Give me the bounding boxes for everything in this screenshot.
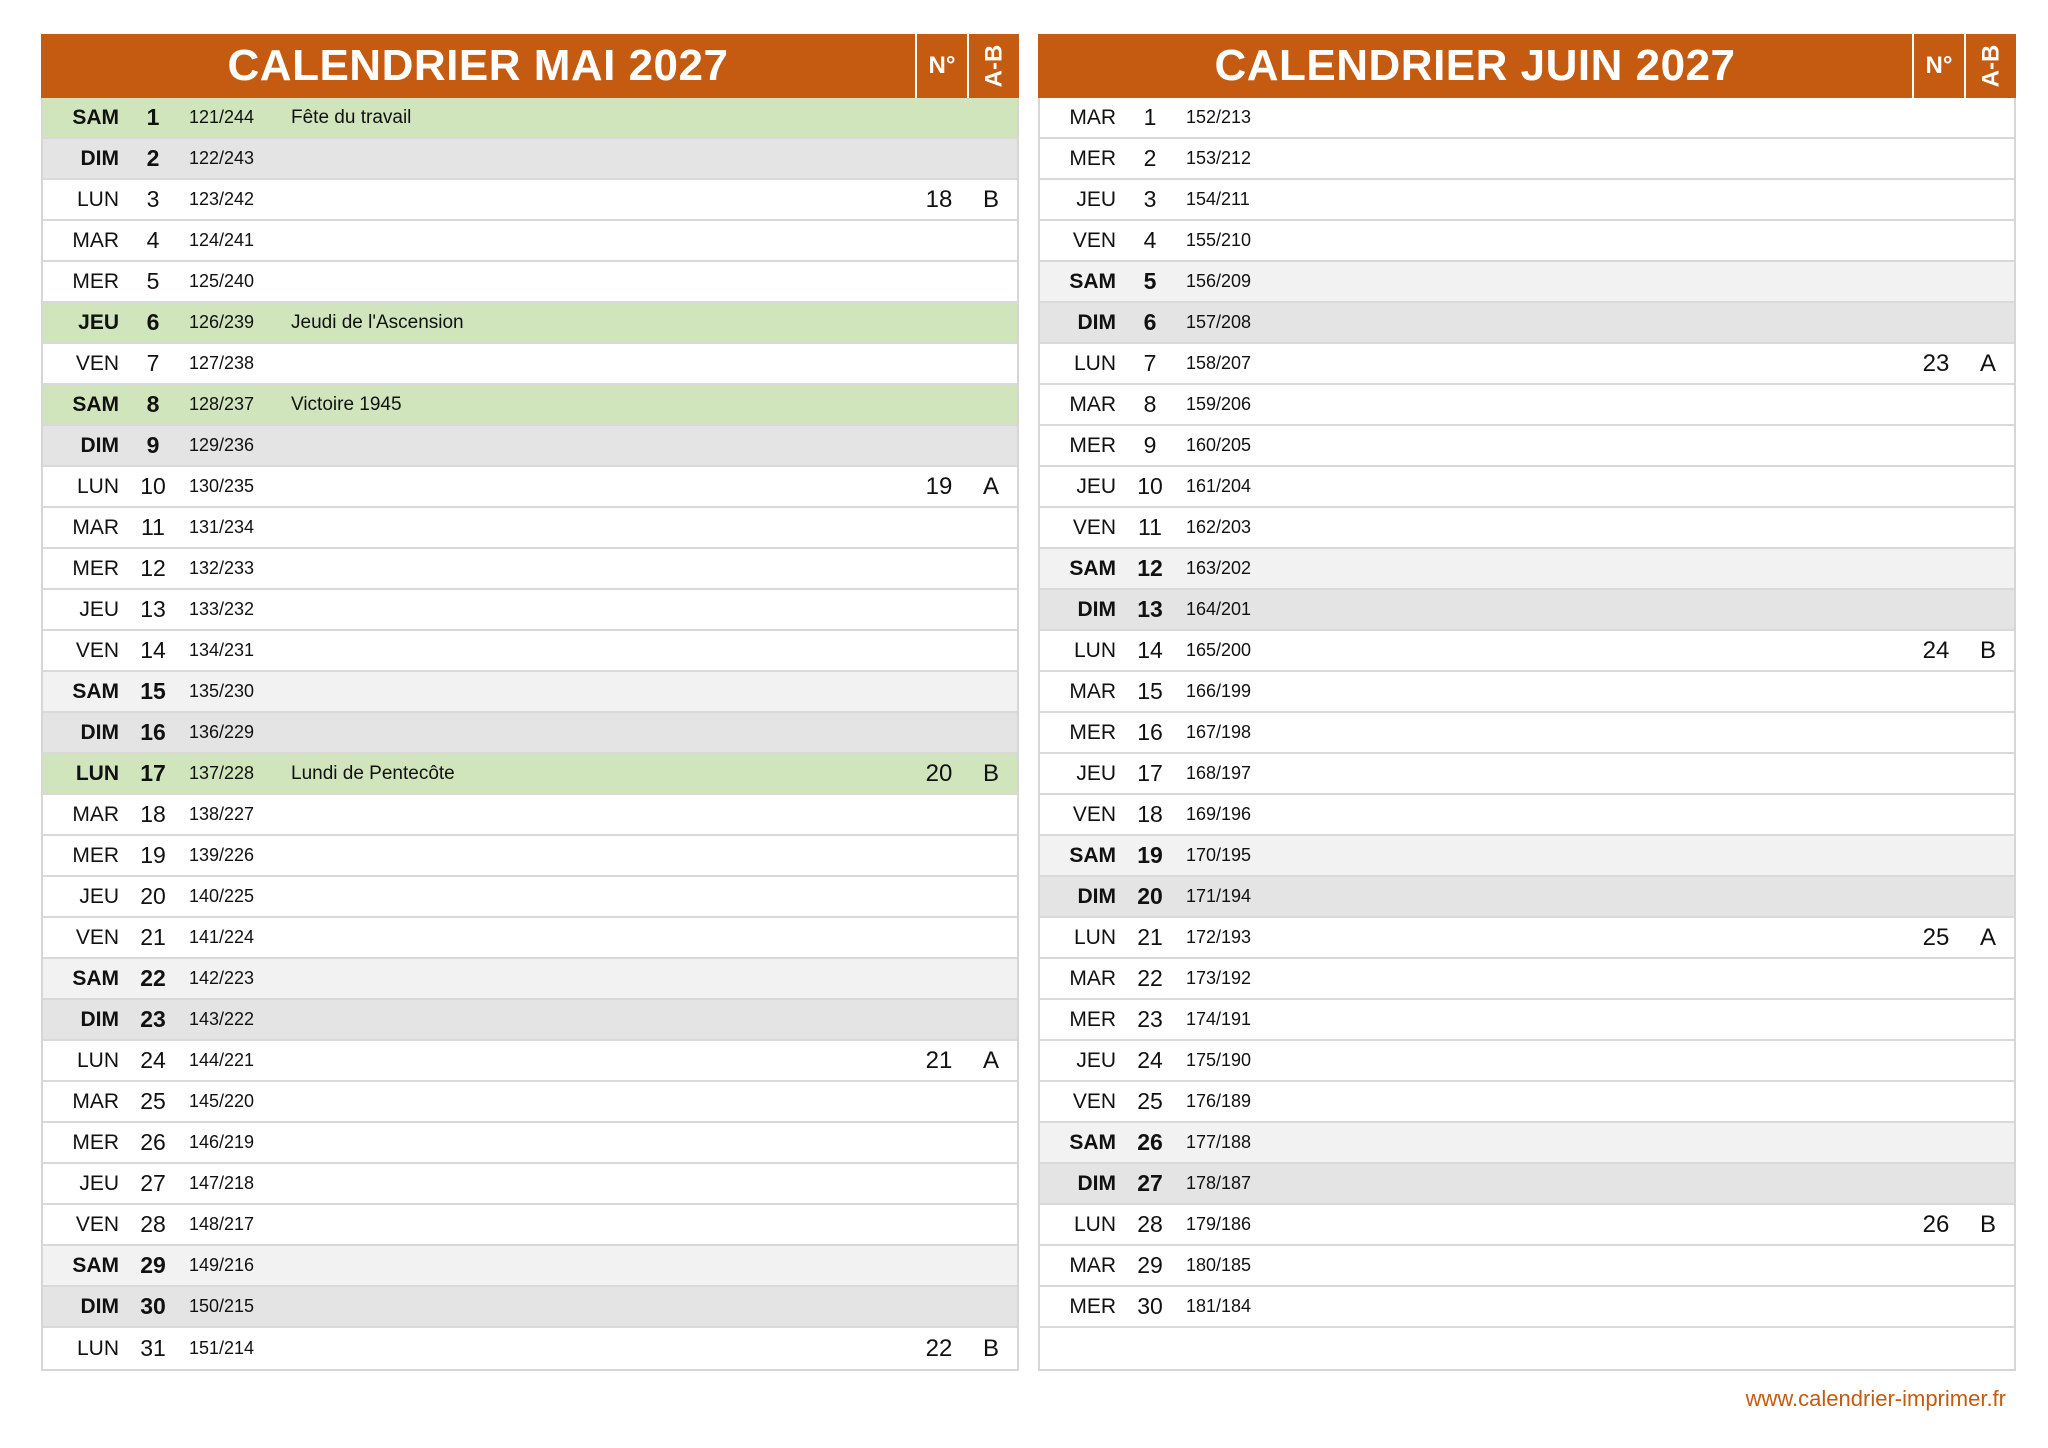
week-ab-header [967,34,1019,98]
day-number: 10 [1137,473,1163,499]
day-name: MER [72,269,119,293]
day-event: Fête du travail [291,106,412,128]
day-number: 28 [1137,1211,1163,1237]
day-count: 152/213 [1186,107,1252,127]
day-row [43,1000,1017,1041]
day-name: LUN [1073,1212,1116,1236]
day-row [1040,1041,2014,1082]
day-row [43,1082,1017,1123]
day-name: MER [1069,720,1116,744]
day-name: DIM [1077,310,1116,334]
day-name: SAM [72,392,119,416]
day-name: SAM [1069,843,1116,867]
day-row [43,1205,1017,1246]
day-number: 13 [140,596,166,622]
day-count: 149/216 [189,1255,255,1275]
day-count: 172/193 [1186,927,1252,947]
day-count: 171/194 [1186,886,1252,906]
calendar-header [1038,34,2016,98]
week-ab-header [1964,34,2016,98]
day-number: 8 [146,391,160,417]
day-row [1040,1082,2014,1123]
day-count: 147/218 [189,1173,255,1193]
day-row [43,262,1017,303]
day-name: LUN [75,761,119,785]
day-count: 159/206 [1186,394,1252,414]
calendar-title: CALENDRIER JUIN 2027 [1214,41,1736,90]
day-count: 133/232 [189,599,255,619]
day-count: 170/195 [1186,845,1252,865]
day-row [1040,1123,2014,1164]
day-row [43,221,1017,262]
day-count: 144/221 [189,1050,255,1070]
day-row [43,1041,1017,1082]
day-name: LUN [76,1336,119,1360]
day-number: 2 [1143,145,1157,171]
day-number: 1 [1143,104,1157,130]
day-row [1040,1287,2014,1328]
day-number: 24 [1137,1047,1163,1073]
day-name: SAM [72,679,119,703]
day-number: 7 [146,350,160,376]
day-count: 131/234 [189,517,255,537]
day-event: Victoire 1945 [291,393,402,415]
day-number: 23 [140,1006,166,1032]
day-count: 178/187 [1186,1173,1252,1193]
day-number: 29 [140,1252,166,1278]
day-name: MAR [1069,105,1116,129]
day-count: 154/211 [1186,189,1250,209]
day-count: 173/192 [1186,968,1252,988]
day-name: DIM [80,720,119,744]
day-number: 21 [140,924,166,950]
day-name: SAM [1069,269,1116,293]
week-number: 18 [925,185,953,213]
day-name: MAR [1069,392,1116,416]
week-ab-header-label: A-B [980,44,1007,88]
day-name: MER [72,1130,119,1154]
day-number: 16 [1137,719,1163,745]
day-number: 8 [1143,391,1157,417]
day-row [43,672,1017,713]
day-row [1040,467,2014,508]
week-number: 23 [1922,349,1950,377]
day-row [43,877,1017,918]
day-name: MAR [1069,966,1116,990]
day-row [1040,508,2014,549]
day-row [43,959,1017,1000]
day-row [43,139,1017,180]
day-count: 134/231 [189,640,255,660]
day-count: 162/203 [1186,517,1252,537]
day-number: 18 [140,801,166,827]
day-count: 177/188 [1186,1132,1252,1152]
calendar-header [41,34,1019,98]
day-row [43,180,1017,221]
day-row [1040,385,2014,426]
day-count: 124/241 [189,230,255,250]
day-row [43,1123,1017,1164]
day-row [1040,344,2014,385]
day-row [1040,590,2014,631]
day-number: 20 [1137,883,1163,909]
day-count: 176/189 [1186,1091,1252,1111]
day-name: LUN [76,1048,119,1072]
week-ab: B [982,185,999,213]
day-row [43,344,1017,385]
day-row [1040,877,2014,918]
day-count: 140/225 [189,886,255,906]
day-count: 157/208 [1186,312,1252,332]
day-number: 17 [1137,760,1163,786]
week-ab: A [982,1046,999,1074]
day-count: 156/209 [1186,271,1252,291]
day-name: SAM [72,105,119,129]
day-number: 31 [140,1335,166,1361]
day-number: 22 [1137,965,1163,991]
day-number: 18 [1137,801,1163,827]
day-row [43,98,1017,139]
day-count: 145/220 [189,1091,255,1111]
day-count: 158/207 [1186,353,1252,373]
day-count: 137/228 [189,763,255,783]
day-name: SAM [72,1253,119,1277]
week-number: 22 [925,1334,953,1362]
day-name: DIM [80,433,119,457]
day-row [1040,918,2014,959]
day-number: 27 [1137,1170,1163,1196]
day-count: 160/205 [1186,435,1252,455]
day-count: 180/185 [1186,1255,1252,1275]
day-name: MER [1069,1007,1116,1031]
day-count: 125/240 [189,271,255,291]
day-count: 164/201 [1186,599,1252,619]
day-row [1040,631,2014,672]
day-name: MER [72,556,119,580]
day-number: 4 [1143,227,1157,253]
day-name: DIM [1077,1171,1116,1195]
day-row [1040,1164,2014,1205]
day-number: 16 [140,719,166,745]
day-row [1040,549,2014,590]
day-name: VEN [75,351,119,375]
day-number: 27 [140,1170,166,1196]
day-row [1040,98,2014,139]
day-name: JEU [1076,1048,1116,1072]
day-row [1040,672,2014,713]
day-row [1040,795,2014,836]
day-name: MER [72,843,119,867]
day-name: MER [1069,146,1116,170]
week-ab-header-label: A-B [1977,44,2004,88]
day-count: 151/214 [189,1338,255,1358]
day-name: DIM [1077,597,1116,621]
day-name: VEN [1072,1089,1116,1113]
week-number: 21 [925,1046,953,1074]
day-name: MER [1069,433,1116,457]
day-name: VEN [1072,515,1116,539]
week-number: 25 [1922,923,1950,951]
day-count: 169/196 [1186,804,1252,824]
day-number: 26 [140,1129,166,1155]
day-number: 10 [140,473,166,499]
empty-row [1040,1328,2014,1369]
day-number: 30 [1137,1293,1163,1319]
day-number: 9 [146,432,160,458]
day-number: 19 [1137,842,1163,868]
day-count: 155/210 [1186,230,1252,250]
day-row [1040,754,2014,795]
calendar-may [41,34,1019,1371]
day-number: 30 [140,1293,166,1319]
day-count: 122/243 [189,148,255,168]
day-number: 9 [1143,432,1157,458]
week-number-header: N° [915,34,967,98]
day-number: 5 [146,268,160,294]
day-number: 24 [140,1047,166,1073]
day-name: LUN [1073,925,1116,949]
day-number: 6 [1143,309,1157,335]
day-count: 148/217 [189,1214,255,1234]
day-event: Lundi de Pentecôte [291,762,455,784]
week-number: 24 [1922,636,1950,664]
day-count: 123/242 [189,189,255,209]
day-row [1040,1000,2014,1041]
day-count: 129/236 [189,435,255,455]
day-row [1040,221,2014,262]
day-count: 168/197 [1186,763,1252,783]
day-count: 141/224 [189,927,255,947]
day-name: LUN [76,187,119,211]
week-ab: A [1979,923,1996,951]
day-count: 126/239 [189,312,255,332]
day-name: MER [1069,1294,1116,1318]
day-count: 139/226 [189,845,255,865]
calendar-june [1038,34,2016,1371]
day-count: 181/184 [1186,1296,1252,1316]
day-name: JEU [79,884,119,908]
day-row [1040,262,2014,303]
day-count: 142/223 [189,968,255,988]
day-name: DIM [80,146,119,170]
day-number: 29 [1137,1252,1163,1278]
week-ab: B [982,759,999,787]
day-number: 14 [1137,637,1163,663]
week-ab: A [982,472,999,500]
day-rows [1040,98,2014,1369]
day-count: 174/191 [1186,1009,1252,1029]
day-event: Jeudi de l'Ascension [291,311,464,333]
day-count: 161/204 [1186,476,1252,496]
day-row [43,713,1017,754]
day-row [43,631,1017,672]
day-row [43,508,1017,549]
day-count: 167/198 [1186,722,1252,742]
week-ab: B [982,1334,999,1362]
day-row [1040,1246,2014,1287]
week-ab: A [1979,349,1996,377]
day-name: VEN [75,1212,119,1236]
day-number: 11 [1138,514,1162,540]
day-name: LUN [1073,638,1116,662]
day-row [43,467,1017,508]
day-row [43,754,1017,795]
day-number: 15 [140,678,166,704]
day-number: 7 [1143,350,1157,376]
day-row [1040,1205,2014,1246]
day-number: 6 [146,309,160,335]
day-number: 13 [1137,596,1163,622]
day-count: 135/230 [189,681,255,701]
day-row [1040,426,2014,467]
day-row [1040,836,2014,877]
day-name: JEU [1076,474,1116,498]
day-name: DIM [80,1007,119,1031]
day-name: VEN [75,638,119,662]
day-name: VEN [75,925,119,949]
day-name: SAM [1069,1130,1116,1154]
day-row [1040,180,2014,221]
week-ab: B [1979,636,1996,664]
day-row [43,303,1017,344]
day-row [43,385,1017,426]
day-number: 25 [1137,1088,1163,1114]
day-name: MAR [72,228,119,252]
day-count: 146/219 [189,1132,255,1152]
day-row [1040,303,2014,344]
day-row [43,1287,1017,1328]
day-name: MAR [72,802,119,826]
day-number: 3 [146,186,160,212]
day-row [43,795,1017,836]
day-row [43,1164,1017,1205]
day-row [43,426,1017,467]
day-row [1040,139,2014,180]
day-number: 15 [1137,678,1163,704]
day-row [1040,713,2014,754]
day-name: SAM [72,966,119,990]
day-number: 12 [1137,555,1163,581]
day-name: DIM [80,1294,119,1318]
day-count: 121/244 [189,107,255,127]
day-number: 12 [140,555,166,581]
day-row [43,549,1017,590]
day-name: JEU [78,310,119,334]
day-row [1040,959,2014,1000]
day-name: LUN [76,474,119,498]
day-number: 22 [140,965,166,991]
day-name: SAM [1069,556,1116,580]
day-number: 5 [1143,268,1157,294]
day-row [43,590,1017,631]
day-number: 14 [140,637,166,663]
day-name: MAR [1069,1253,1116,1277]
day-name: VEN [1072,228,1116,252]
day-name: DIM [1077,884,1116,908]
day-number: 4 [146,227,160,253]
day-name: MAR [72,515,119,539]
day-count: 179/186 [1186,1214,1252,1234]
calendar-title: CALENDRIER MAI 2027 [227,41,729,90]
footer-website-link[interactable]: www.calendrier-imprimer.fr [1745,1386,2006,1411]
day-number: 26 [1137,1129,1163,1155]
day-name: JEU [1076,761,1116,785]
day-number: 3 [1143,186,1157,212]
day-number: 25 [140,1088,166,1114]
day-count: 163/202 [1186,558,1252,578]
day-number: 17 [140,760,166,786]
day-count: 143/222 [189,1009,255,1029]
day-count: 132/233 [189,558,255,578]
day-row [43,836,1017,877]
week-number: 19 [925,472,953,500]
week-ab: B [1979,1210,1996,1238]
day-name: MAR [72,1089,119,1113]
day-count: 165/200 [1186,640,1252,660]
day-count: 130/235 [189,476,255,496]
day-count: 138/227 [189,804,255,824]
day-name: JEU [1076,187,1116,211]
week-number: 20 [925,759,953,787]
day-count: 150/215 [189,1296,255,1316]
day-name: JEU [79,597,119,621]
day-name: JEU [79,1171,119,1195]
day-name: LUN [1073,351,1116,375]
day-row [43,1328,1017,1369]
day-rows [43,98,1017,1369]
day-count: 175/190 [1186,1050,1252,1070]
day-row [43,1246,1017,1287]
day-row [43,918,1017,959]
day-count: 128/237 [189,394,255,414]
day-name: VEN [1072,802,1116,826]
day-count: 166/199 [1186,681,1252,701]
day-number: 11 [141,514,165,540]
day-number: 19 [140,842,166,868]
day-count: 153/212 [1186,148,1252,168]
day-name: MAR [1069,679,1116,703]
week-number-header: N° [1912,34,1964,98]
day-count: 127/238 [189,353,255,373]
day-number: 20 [140,883,166,909]
day-count: 136/229 [189,722,255,742]
day-number: 23 [1137,1006,1163,1032]
day-number: 28 [140,1211,166,1237]
week-number: 26 [1922,1210,1950,1238]
day-number: 21 [1137,924,1163,950]
day-number: 2 [146,145,160,171]
day-number: 1 [146,104,160,130]
